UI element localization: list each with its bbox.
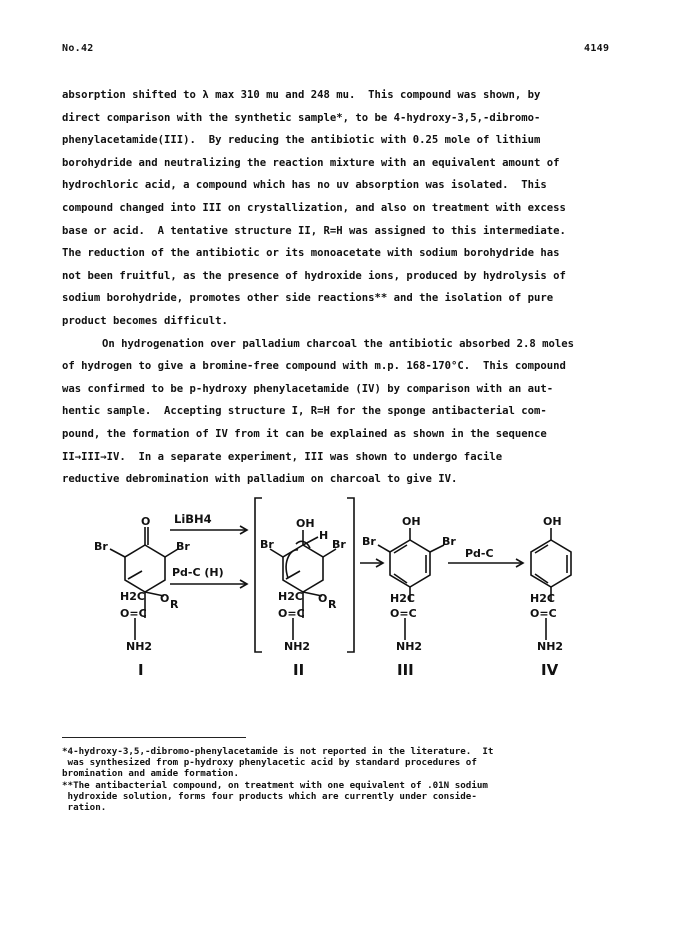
atom-label: OH [543, 515, 562, 528]
footnote-2 [62, 780, 618, 814]
atom-label: O [141, 515, 151, 528]
footnote-line: hydroxide solution, forms four products which are currently under conside- [62, 790, 477, 802]
atom-label: H2C [530, 592, 555, 605]
footnote-line: was synthesized from p-hydroxy phenylacetic acid by standard procedures of [62, 757, 477, 769]
text-line: of hydrogen to give a bromine-free compound with m.p. 168-170°C. This compound [62, 360, 566, 373]
arrow-I-to-II [170, 526, 247, 534]
arrow-III-to-IV [448, 559, 523, 567]
arrow-II-to-III [360, 559, 383, 567]
atom-label: Br [332, 538, 346, 551]
atom-label: NH2 [537, 640, 564, 653]
atom-label: NH2 [396, 640, 423, 653]
atom-label: Br [362, 535, 376, 548]
text-line: phenylacetamide(III). By reducing the antibiotic with 0.25 mole of lithium [62, 134, 541, 147]
text-line: hydrochloric acid, a compound which has no uv absorption was isolated. This [62, 179, 547, 192]
atom-label: Br [260, 538, 274, 551]
footnote-line: **The antibacterial compound, on treatment with one equivalent of .01N sodium [62, 779, 488, 791]
text-line: On hydrogenation over palladium charcoal the antibiotic absorbed 2.8 moles [102, 337, 574, 350]
atom-label: R [170, 598, 179, 611]
text-line: reductive debromination with palladium on charcoal to give IV. [62, 473, 458, 486]
compound-label-II: II [293, 661, 305, 679]
compound-I-structure [110, 527, 178, 640]
atom-label: O [318, 592, 328, 605]
compound-label-IV: IV [541, 661, 559, 679]
atom-label: Br [442, 535, 456, 548]
arrow-I-to-IV [170, 580, 247, 588]
text-line: product becomes difficult. [62, 314, 228, 327]
reagent-label: Pd-C (H) [172, 566, 224, 579]
text-line: sodium borohydride, promotes other side reactions** and the isolation of pure [62, 292, 554, 305]
atom-label: H2C [278, 590, 303, 603]
text-line: pound, the formation of IV from it can be explained as shown in the sequence [62, 427, 547, 440]
footnote-line: ration. [62, 801, 107, 813]
compound-label-I: I [138, 661, 144, 679]
atom-label: Br [176, 540, 190, 553]
atom-label: NH2 [126, 640, 153, 653]
page-number: 4149 [584, 43, 610, 54]
footnote-1 [62, 746, 618, 780]
reagent-label: Pd-C [465, 547, 494, 560]
compound-label-III: III [397, 661, 414, 679]
text-line: hentic sample. Accepting structure I, R=H for the sponge antibacterial com- [62, 405, 547, 418]
atom-label: O=C [530, 607, 557, 620]
atom-label: H2C [390, 592, 415, 605]
reagent-label: LiBH4 [174, 512, 212, 526]
compound-IV-structure [531, 528, 571, 640]
text-line: borohydride and neutralizing the reaction mixture with an equivalent amount of [62, 156, 560, 169]
atom-label: NH2 [284, 640, 311, 653]
atom-label: H2C [120, 590, 145, 603]
atom-label: H [319, 529, 329, 542]
text-line: base or acid. A tentative structure II, R=H was assigned to this intermediate. [62, 224, 566, 237]
journal-issue: No.42 [62, 43, 94, 54]
paragraph-2 [62, 333, 618, 491]
text-line: absorption shifted to λ max 310 mu and 248 mu. This compound was shown, by [62, 89, 541, 101]
text-line: compound changed into III on crystallization, and also on treatment with excess [62, 201, 566, 214]
atom-label: O=C [390, 607, 417, 620]
text-line: not been fruitful, as the presence of hydroxide ions, produced by hydrolysis of [62, 269, 566, 282]
atom-label: OH [296, 517, 315, 530]
footnote-line: *4-hydroxy-3,5,-dibromo-phenylacetamide is not reported in the literature. It [62, 746, 494, 757]
atom-label: O=C [278, 607, 305, 620]
text-line: II→III→IV. In a separate experiment, III was shown to undergo facile [62, 450, 503, 463]
footnote-divider [62, 737, 246, 738]
text-line: The reduction of the antibiotic or its monoacetate with sodium borohydride has [62, 247, 560, 260]
text-line: direct comparison with the synthetic sample*, to be 4-hydroxy-3,5,-dibromo- [62, 111, 541, 124]
atom-label: O=C [120, 607, 147, 620]
paragraph-1 [62, 84, 618, 333]
compound-II-structure [270, 530, 336, 640]
atom-label: OH [402, 515, 421, 528]
footnote-line: bromination and amide formation. [62, 768, 240, 780]
atom-label: O [160, 592, 170, 605]
atom-label: R [328, 598, 337, 611]
atom-label: Br [94, 540, 108, 553]
reaction-scheme [60, 490, 620, 710]
compound-III-structure [378, 528, 444, 640]
text-line: was confirmed to be p-hydroxy phenylacetamide (IV) by comparison with an aut- [62, 382, 554, 395]
